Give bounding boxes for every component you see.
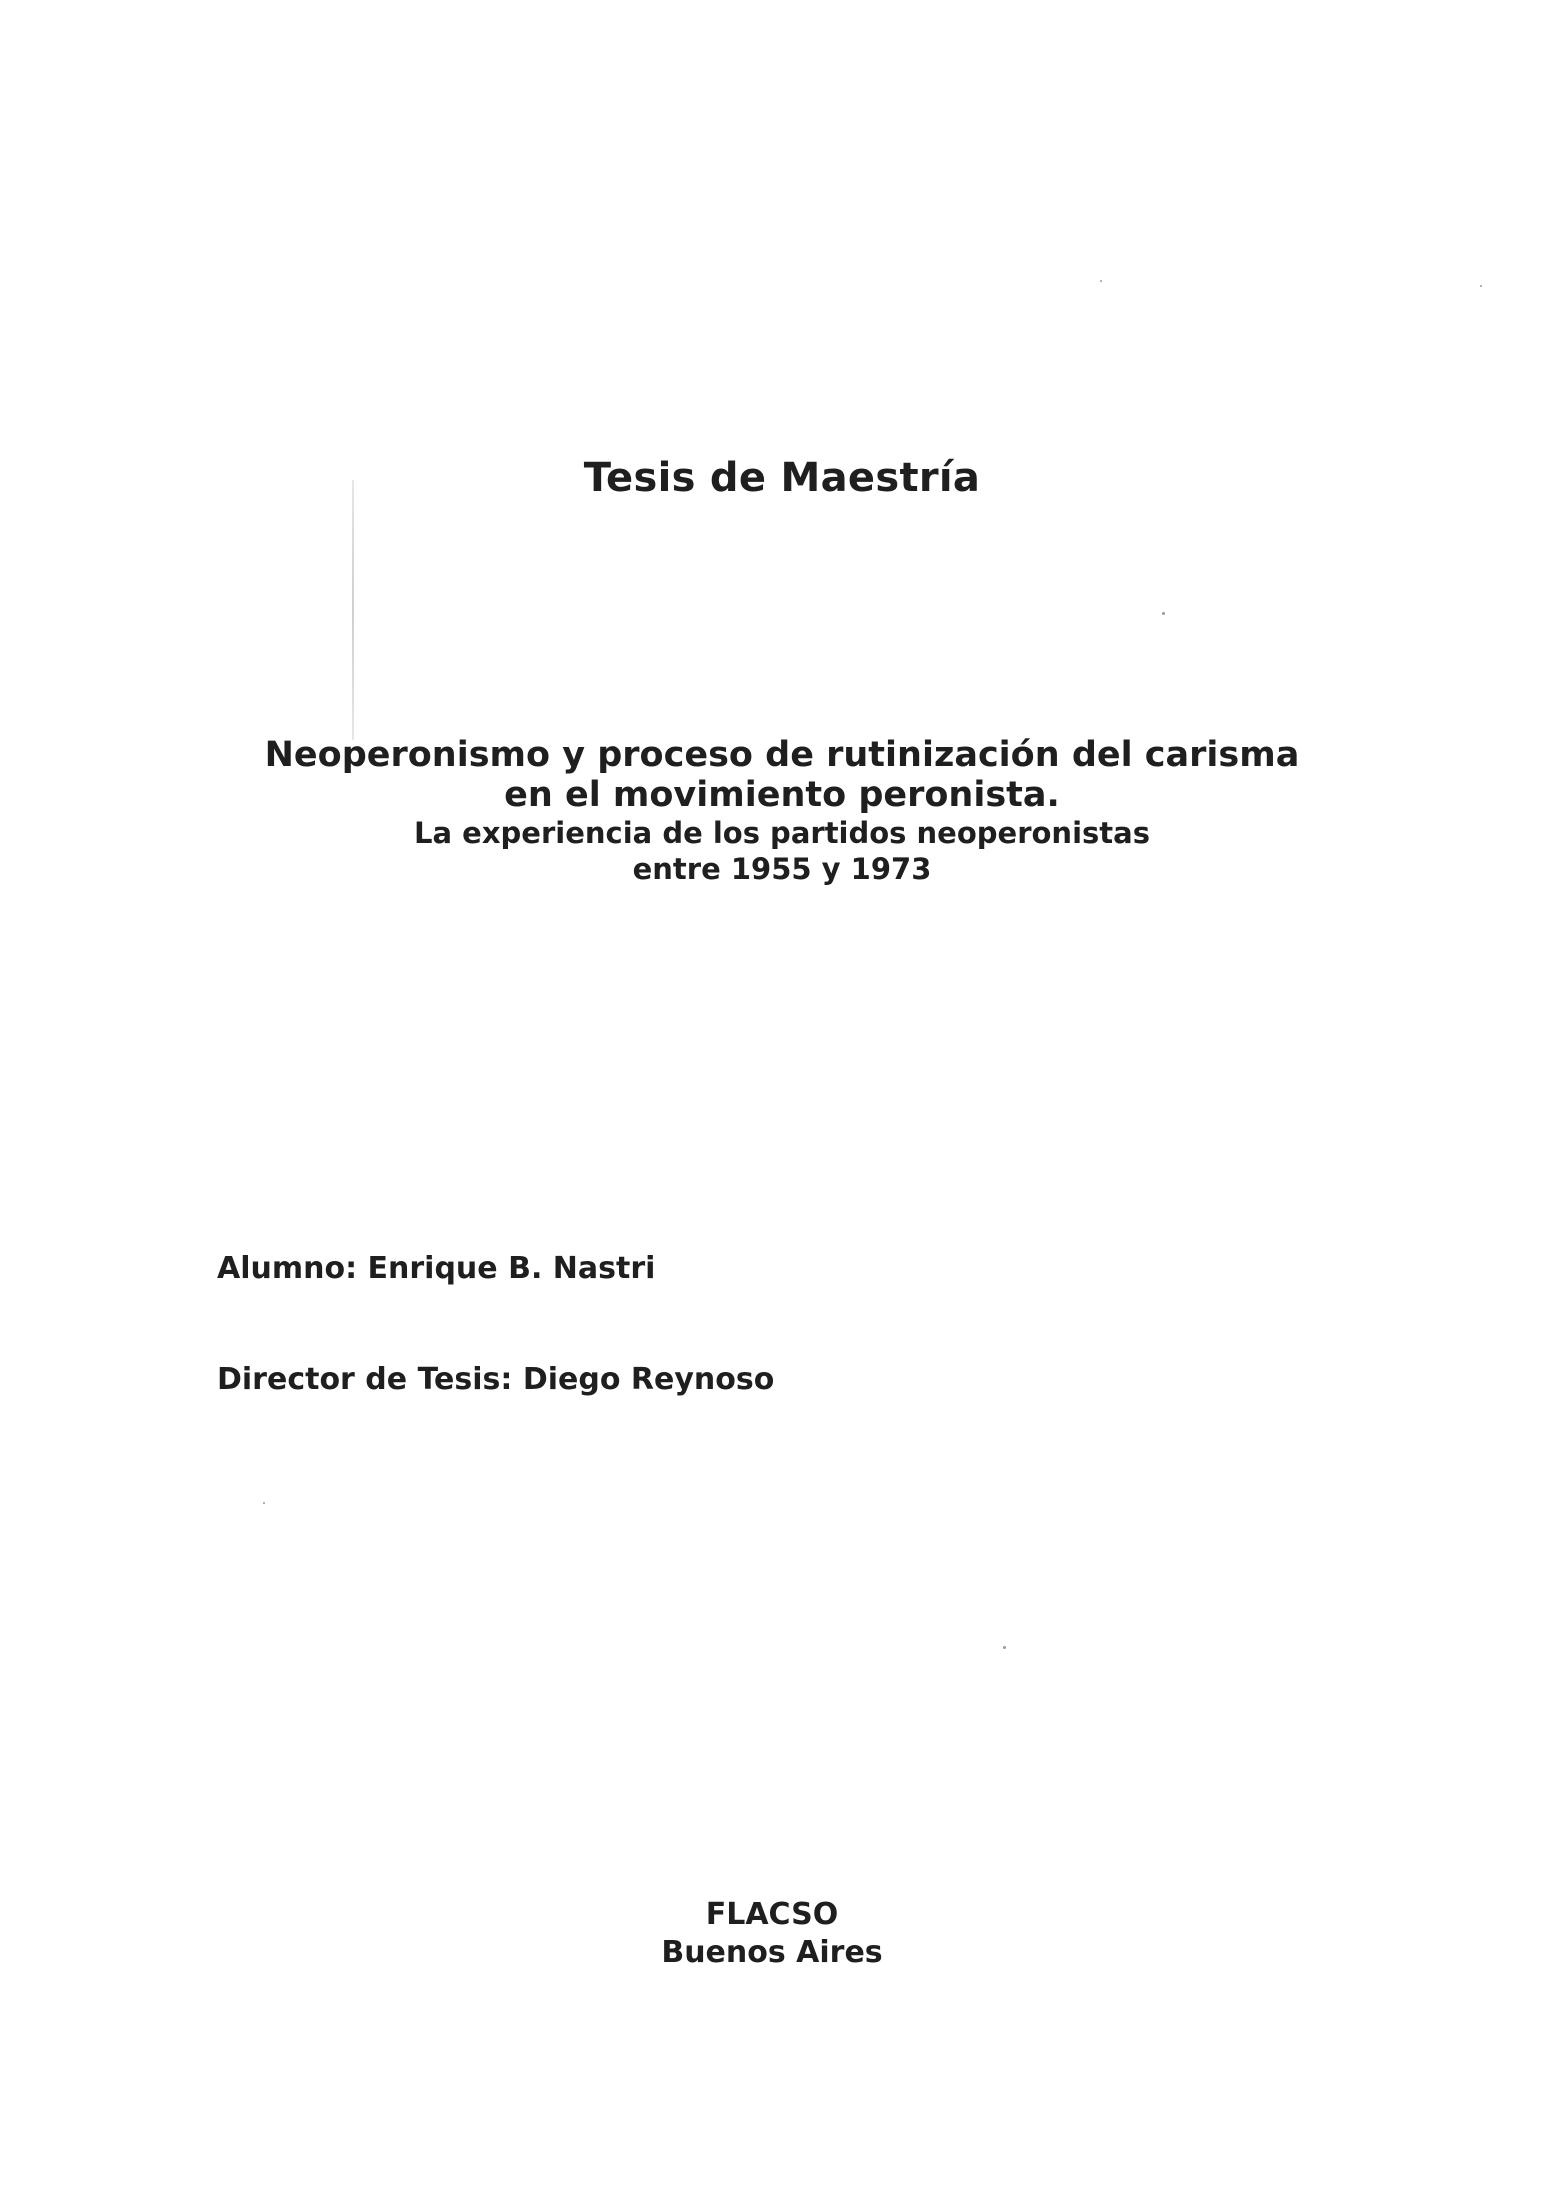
scan-artifact-dot	[1003, 1646, 1006, 1649]
institution-city: Buenos Aires	[661, 1935, 883, 1970]
document-type-heading: Tesis de Maestría	[583, 455, 981, 501]
scan-artifact-dot	[1162, 612, 1165, 615]
institution-block	[0, 1896, 1544, 1972]
student-name: Alumno: Enrique B. Nastri	[217, 1251, 656, 1286]
thesis-title-line: Neoperonismo y proceso de rutinización del carisma	[264, 735, 1300, 775]
institution-name: FLACSO	[705, 1897, 839, 1932]
scan-artifact-dot	[263, 1502, 265, 1504]
scan-artifact-dot	[1480, 285, 1482, 287]
scan-artifact-dot	[1100, 280, 1102, 282]
thesis-title-line: en el movimiento peronista.	[504, 775, 1060, 815]
scan-artifact-line	[352, 480, 354, 740]
thesis-director: Director de Tesis: Diego Reynoso	[217, 1362, 775, 1397]
thesis-subtitle-line: La experiencia de los partidos neoperonistas	[414, 816, 1150, 850]
thesis-subtitle-line: entre 1955 y 1973	[632, 852, 932, 886]
thesis-title-block	[0, 735, 1547, 887]
